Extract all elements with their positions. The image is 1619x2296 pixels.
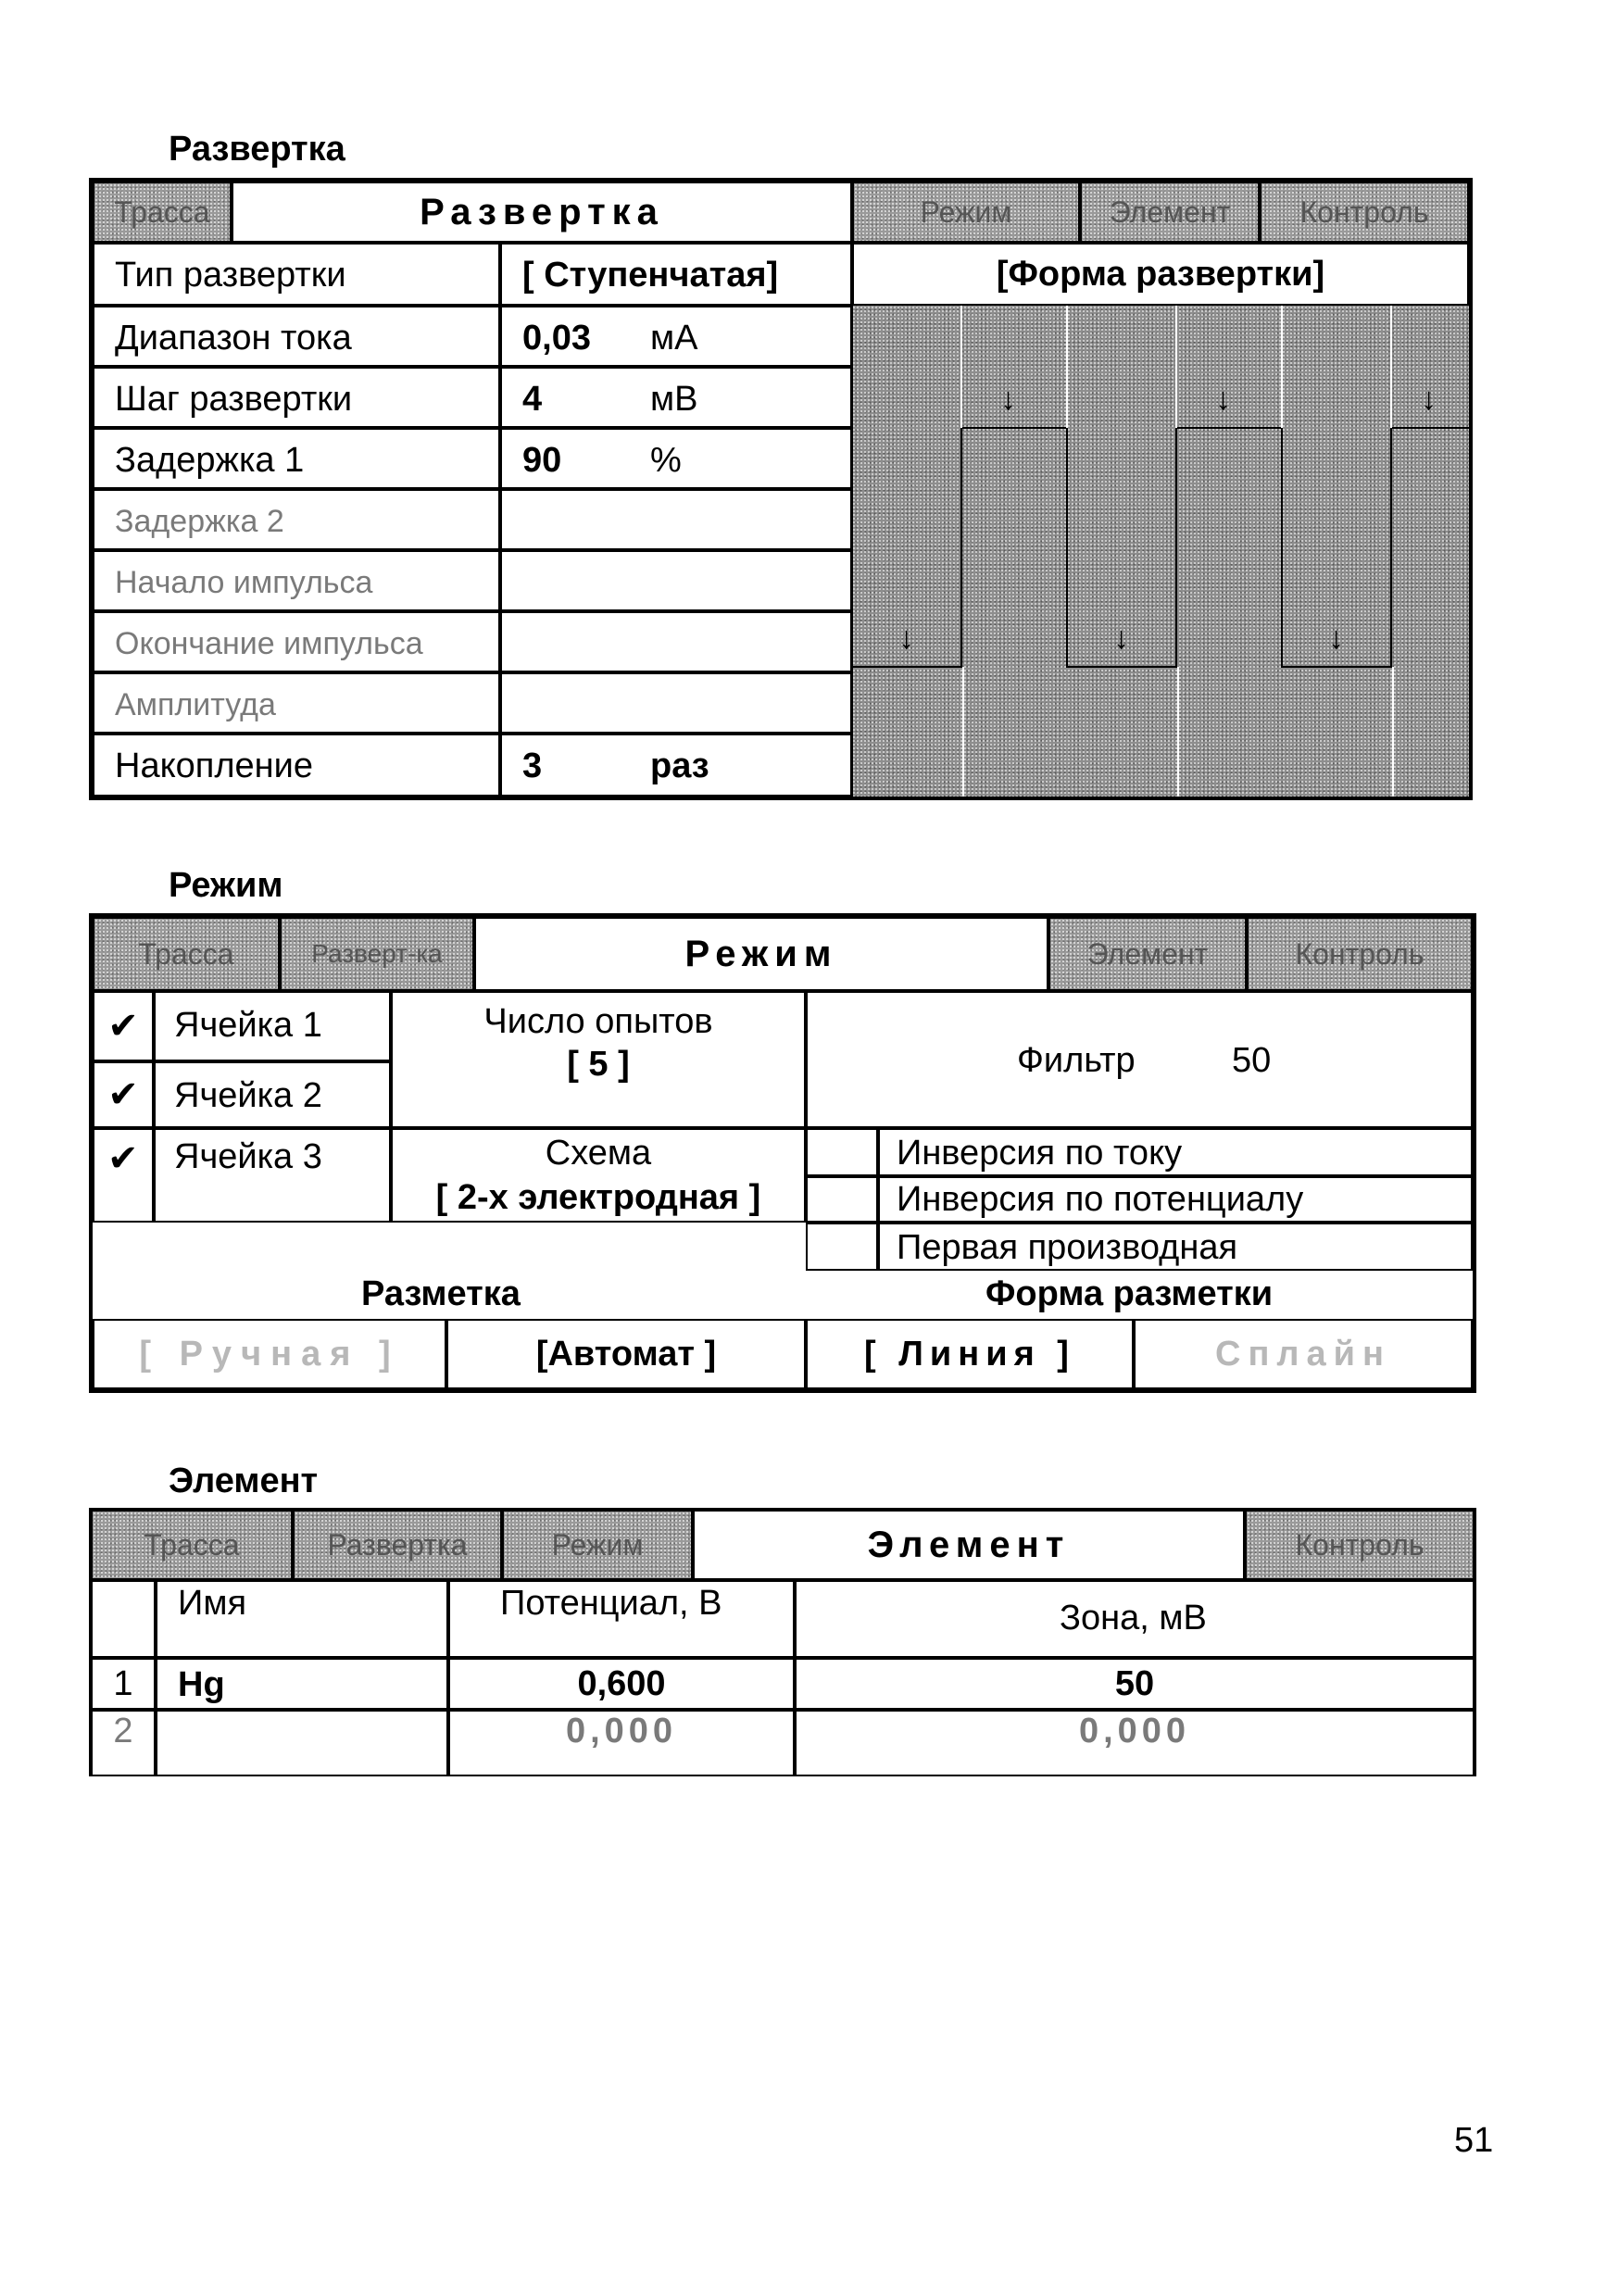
tab-kontrol[interactable]: Контроль	[1260, 182, 1469, 243]
arrow-down-icon: ↓	[1215, 382, 1231, 417]
option-inversion-potential[interactable]: Инверсия по потенциалу	[878, 1176, 1473, 1223]
checkmark-icon: ✔	[107, 1138, 139, 1179]
table-header-name: Имя	[156, 1580, 448, 1658]
cell-2-checkbox[interactable]	[93, 1061, 154, 1128]
param-label: Амплитуда	[93, 672, 500, 734]
spline-button[interactable]: Сплайн	[1134, 1319, 1473, 1389]
param-label: Начало импульса	[93, 550, 500, 611]
scheme-value[interactable]: [ 2-х электродная ]	[435, 1178, 761, 1217]
option-inversion-current[interactable]: Инверсия по току	[878, 1128, 1473, 1176]
experiments-block[interactable]	[391, 991, 806, 1128]
param-label: Тип развертки	[93, 243, 500, 306]
markup-form-label: Форма разметки	[985, 1274, 1274, 1313]
section-title-razvertka: Развертка	[169, 130, 345, 169]
param-value[interactable]: 90 %	[500, 428, 852, 489]
filter-block[interactable]	[806, 991, 1473, 1128]
param-value[interactable]	[500, 672, 852, 734]
param-label: Окончание импульса	[93, 611, 500, 672]
line-button[interactable]: [ Линия ]	[806, 1319, 1134, 1389]
cell-3-checkbox[interactable]	[93, 1128, 154, 1223]
auto-button[interactable]: [Автомат ]	[446, 1319, 806, 1389]
table-header-zone: Зона, мВ	[795, 1580, 1475, 1658]
tab-trassa[interactable]: Трасса	[93, 182, 232, 243]
table-cell-potential[interactable]: 0,000	[448, 1710, 795, 1776]
filter-label: Фильтр	[1017, 1041, 1136, 1080]
tab-trassa[interactable]: Трасса	[93, 917, 280, 991]
cell-1-label[interactable]: Ячейка 1	[154, 991, 391, 1061]
checkmark-icon: ✔	[107, 1074, 139, 1115]
cell-3-label[interactable]: Ячейка 3	[154, 1128, 391, 1223]
param-label: Задержка 1	[93, 428, 500, 489]
option-checkbox-inversion-current[interactable]	[806, 1128, 878, 1176]
waveform-preview	[852, 306, 1469, 797]
tab-kontrol[interactable]: Контроль	[1245, 1510, 1475, 1580]
cell-1-checkbox[interactable]	[93, 991, 154, 1061]
param-value[interactable]	[500, 550, 852, 611]
table-cell-name[interactable]	[156, 1710, 448, 1776]
param-value[interactable]: [ Ступенчатая]	[500, 243, 852, 306]
param-label: Задержка 2	[93, 489, 500, 550]
section-title-rezhim: Режим	[169, 866, 283, 905]
page-number: 51	[1454, 2121, 1494, 2160]
tab-razvertka[interactable]: Разверт-ка	[280, 917, 474, 991]
tab-element[interactable]: Элемент	[1048, 917, 1247, 991]
cell-2-label[interactable]: Ячейка 2	[154, 1061, 391, 1128]
scheme-label: Схема	[545, 1134, 652, 1173]
section-title-element: Элемент	[169, 1462, 319, 1500]
param-label: Накопление	[93, 734, 500, 797]
form-razvertki-title: [Форма развертки]	[852, 243, 1469, 306]
tab-rezhim[interactable]: Режим	[502, 1510, 693, 1580]
tab-kontrol[interactable]: Контроль	[1247, 917, 1473, 991]
markup-label: Разметка	[361, 1274, 521, 1313]
table-header-num	[91, 1580, 156, 1658]
tab-rezhim-active[interactable]: Режим	[474, 917, 1048, 991]
param-label: Диапазон тока	[93, 306, 500, 367]
param-value[interactable]: 0,03 мА	[500, 306, 852, 367]
tab-razvertka-active[interactable]: Развертка	[232, 182, 852, 243]
experiments-value[interactable]: [ 5 ]	[567, 1045, 630, 1084]
table-row-num: 2	[91, 1710, 156, 1776]
manual-button[interactable]: [ Ручная ]	[93, 1319, 446, 1389]
table-header-potential: Потенциал, В	[448, 1580, 795, 1658]
option-checkbox-first-derivative[interactable]	[806, 1223, 878, 1271]
option-checkbox-inversion-potential[interactable]	[806, 1176, 878, 1223]
tab-rezhim[interactable]: Режим	[852, 182, 1080, 243]
arrow-down-icon: ↓	[1421, 382, 1437, 417]
table-cell-zone[interactable]: 50	[795, 1658, 1475, 1710]
experiments-label: Число опытов	[483, 1002, 713, 1041]
param-label: Шаг развертки	[93, 367, 500, 428]
filter-value[interactable]: 50	[1232, 1041, 1272, 1080]
scheme-block[interactable]	[391, 1128, 806, 1223]
arrow-down-icon: ↓	[1113, 621, 1129, 656]
tab-element-active[interactable]: Элемент	[693, 1510, 1245, 1580]
param-value[interactable]	[500, 489, 852, 550]
param-value[interactable]: 3 раз	[500, 734, 852, 797]
arrow-down-icon: ↓	[1000, 382, 1016, 417]
table-cell-name[interactable]: Hg	[156, 1658, 448, 1710]
tab-element[interactable]: Элемент	[1080, 182, 1260, 243]
tab-trassa[interactable]: Трасса	[91, 1510, 293, 1580]
table-row-num: 1	[91, 1658, 156, 1710]
param-value[interactable]: 4 мВ	[500, 367, 852, 428]
checkmark-icon: ✔	[107, 1006, 139, 1047]
table-cell-zone[interactable]: 0,000	[795, 1710, 1475, 1776]
table-cell-potential[interactable]: 0,600	[448, 1658, 795, 1710]
param-value[interactable]	[500, 611, 852, 672]
arrow-down-icon: ↓	[1328, 621, 1344, 656]
arrow-down-icon: ↓	[898, 621, 914, 656]
option-first-derivative[interactable]: Первая производная	[878, 1223, 1473, 1271]
tab-razvertka[interactable]: Развертка	[293, 1510, 502, 1580]
